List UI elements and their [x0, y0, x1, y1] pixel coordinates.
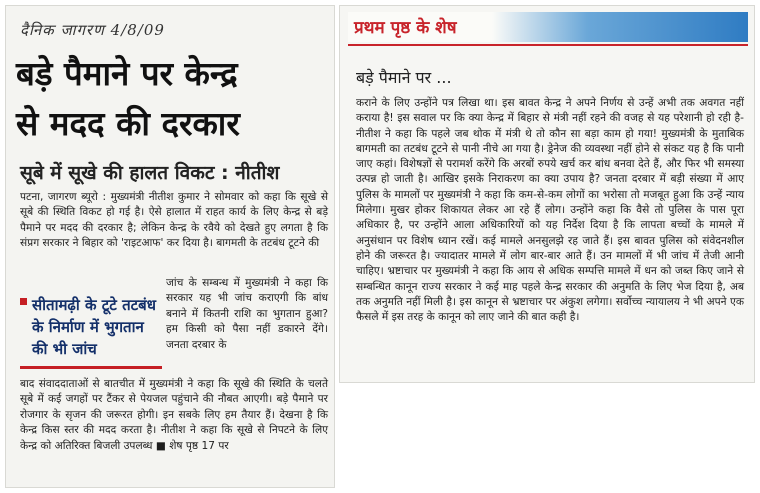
section-title: प्रथम पृष्ठ के शेष — [354, 18, 457, 38]
right-newspaper-clipping — [340, 6, 754, 382]
headline-line-2: से मदद की दरकार — [16, 104, 240, 143]
intro-paragraph: पटना, जागरण ब्यूरो : मुख्यमंत्री नीतीश कुमार ने सोमवार को कहा कि सूखे से सूबे की स्थिति विकट हो गई है। ऐसे हालात में राहत कार्य के लिए केन्द्र से बड़े पैमाने पर मदद की दरकार है; लेकिन केन्द्र के रवैये को देखते हुए लगता है कि संप्रग सरकार ने बिहार को 'राइटआफ' कर दिया है। बागमती के तटबंध टूटने की — [20, 191, 328, 250]
section-band — [348, 12, 748, 42]
continued-heading: बड़े पैमाने पर ... — [356, 68, 452, 87]
continued-body: कराने के लिए उन्होंने पत्र लिखा था। इस बावत केन्द्र ने अपने निर्णय से उन्हें अभी तक अवगत नहीं कराया है! इस सवाल पर कि क्या केन्द्र में बिहार से मंत्री नहीं रहने की वजह से यह परेशानी हो रही है-नीतीश ने कहा कि पहले जब थोक में मंत्री थे तो कौन सा बड़ा काम हो गया! मुख्यमंत्री के मुताबिक बागमती का तटबंध टूटने से पानी नीचे आ गया है। ड्रेनेज की व्यवस्था नहीं होने से संकट यह है कि पानी जाए कहां। विशेषज्ञों से परामर्श करेंगे कि अरबों रुपये खर्च कर बांध बनवा देते हैं, और फिर भी समस्या उत्पन्न हो जाती है। आखिर इसके निराकरण का क्या उपाय है? जनता दरबार में बड़ी संख्या में आए पुलिस के मामलों पर मुख्यमंत्री ने कहा कि कम-से-कम लोगों का भरोसा तो मजबूत हुआ कि उन्हें न्याय मिलेगा। मुखर होकर शिकायत लेकर आ रहे हैं लोग। उन्होंने कहा कि वैसे तो पुलिस के पास पूरा अधिकार है, पर उन्होंने आला अधिकारियों को यह निर्देश दिया है कि लापता बच्चों के मामले में अनुसंधान पर विशेष ध्यान रखें। कई मामले अनसुलझे रह जाते हैं। इस बावत पुलिस को संवेदनशील होने की जरूरत है। ज्यादातर मामले में लोग बार-बार आते हैं। उन मामलों में भी जांच में तेजी आनी चाहिए। भ्रष्टाचार पर मुख्यमंत्री ने कहा कि आय से अधिक सम्पत्ति मामले में धन को जब्त किए जाने से सम्बन्धित कानून राज्य सरकार ने कई माह पहले केन्द्र सरकार की अनुमति के लिए भेज दिया है, अब तक अनुमति नहीं मिली है। इस कानून से भ्रष्टाचार पर अंकुश लगेगा। सर्वोच्च न्यायालय ने भी अपने एक फैसले में इस तरह के कानून को लाए जाने की बात कही है। — [356, 97, 744, 324]
subheadline: सूबे में सूखे की हालत विकट : नीतीश — [20, 162, 280, 184]
left-newspaper-clipping — [6, 6, 334, 487]
right-column-paragraph: जांच के सम्बन्ध में मुख्यमंत्री ने कहा कि सरकार यह भी जांच कराएगी कि बांध बनाने में कितनी राशि का भुगतान हुआ? हम किसी को पैसा नहीं डकारने देंगे। जनता दरबार के — [166, 277, 328, 351]
bullet-square-icon — [20, 298, 27, 305]
bottom-paragraph: बाद संवाददाताओं से बातचीत में मुख्यमंत्री ने कहा कि सूखे की स्थिति के चलते सूबे में कई जगहों पर टैंकर से पेयजल पहुंचाने की नौबत आएगी। बड़े पैमाने पर रोजगार के सृजन की जरूरत होगी। इन सबके लिए हम तैयार हैं। देखना है कि केन्द्र किस स्तर की मदद करता है। नीतीश ने कहा कि सूखे से निपटने के लिए केन्द्र को अतिरिक्त बिजली उपलब्ध ■ शेष पृष्ठ 17 पर — [20, 378, 328, 452]
handwritten-date-note: दैनिक जागरण 4/8/09 — [20, 21, 165, 39]
headline-line-1: बड़े पैमाने पर केन्द्र — [16, 54, 238, 93]
callout-box — [20, 294, 162, 369]
section-rule — [348, 44, 748, 46]
callout-text: सीतामढ़ी के टूटे तटबंध के निर्माण में भुगतान की भी जांच — [32, 296, 156, 358]
